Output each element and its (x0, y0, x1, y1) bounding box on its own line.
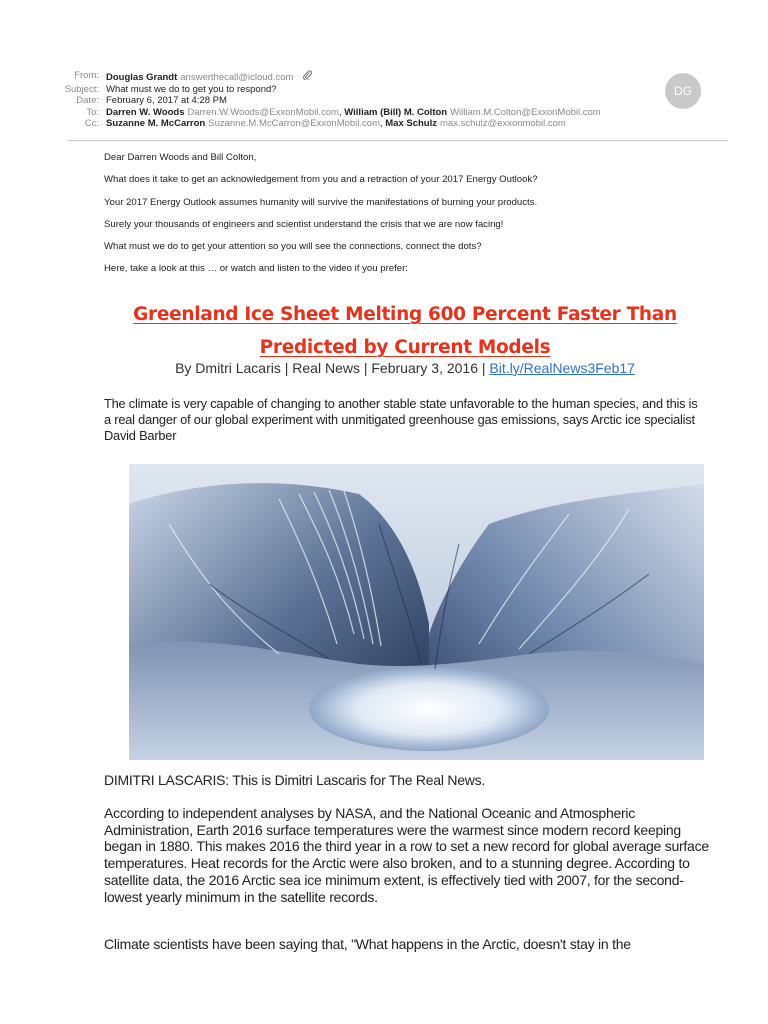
byline-text: By Dmitri Lacaris | Real News | February 3, 2016 | (175, 360, 490, 376)
recipient-separator: , (338, 106, 342, 118)
date-label: Date: (76, 95, 99, 107)
body-paragraph-cut: Climate scientists have been saying that, "What happens in the Arctic, doesn't stay in the (104, 936, 631, 952)
email-header (0, 70, 768, 130)
cc-address[interactable]: Suzanne.M.McCarron@ExxonMobil.com (208, 118, 380, 130)
subject-label: Subject: (64, 83, 99, 95)
email-intro (104, 152, 704, 286)
from-row (0, 70, 768, 84)
intro-paragraph: Here, take a look at this … or watch and listen to the video if you prefer: (104, 263, 408, 275)
glacier-photo (129, 464, 704, 760)
recipient-separator: , (379, 118, 383, 130)
from-label: From: (74, 70, 99, 81)
cc-name[interactable]: Max Schulz (385, 118, 438, 130)
recipient-name[interactable]: William (Bill) M. Colton (344, 106, 448, 118)
date-value: February 6, 2017 at 4:28 PM (106, 95, 227, 107)
cc-row (0, 118, 768, 130)
article-byline (60, 360, 750, 376)
intro-paragraph: Your 2017 Energy Outlook assumes humanity will survive the manifestations of burning your products. (104, 196, 538, 208)
header-divider (68, 140, 728, 141)
sender-name[interactable]: Douglas Grandt (106, 72, 178, 83)
intro-paragraph: Surely your thousands of engineers and scientist understand the crisis that we are now facing! (104, 218, 504, 230)
to-label: To: (86, 106, 99, 118)
to-row (0, 107, 768, 119)
intro-paragraph: What does it take to get an acknowledgement from you and a retraction of your 2017 Energy Outlook? (104, 174, 538, 186)
cc-name[interactable]: Suzanne M. McCarron (106, 118, 206, 130)
intro-paragraph: Dear Darren Woods and Bill Colton, (104, 152, 257, 163)
headline-line: Predicted by Current Models (259, 337, 551, 358)
cc-address[interactable]: max.schulz@exxonmobil.com (440, 118, 566, 130)
subject-value: What must we do to get you to respond? (106, 83, 277, 95)
article-body (104, 772, 714, 922)
article-link[interactable]: Bit.ly/RealNews3Feb17 (489, 360, 635, 376)
headline-line: Greenland Ice Sheet Melting 600 Percent Faster Than (133, 304, 677, 325)
recipient-address[interactable]: William.M.Colton@ExxonMobil.com (450, 106, 601, 118)
date-row (0, 95, 768, 107)
recipient-address[interactable]: Darren.W.Woods@ExxonMobil.com (187, 106, 339, 118)
article-lede: The climate is very capable of changing to another stable state unfavorable to the human species, and this is a real danger of our global experiment with unmitigated greenhouse gas emissions, says Arctic ice specialist David Barber (104, 396, 698, 443)
recipient-name[interactable]: Darren W. Woods (106, 106, 185, 118)
paperclip-icon[interactable] (303, 70, 312, 84)
sender-avatar: DG (665, 73, 701, 109)
body-paragraph: DIMITRI LASCARIS: This is Dimitri Lascaris for The Real News. (104, 772, 485, 788)
cc-label: Cc: (84, 118, 99, 130)
intro-paragraph: What must we do to get your attention so you will see the connections, connect the dots? (104, 241, 482, 253)
article-headline[interactable] (90, 298, 720, 364)
body-paragraph: According to independent analyses by NASA, and the National Oceanic and Atmospheric Administration, Earth 2016 surface temperatures were the warmest since modern record keeping began in 1880. This makes 2016 the third year in a row to set a new record for global average surface temperatures. Heat records for the Arctic were also broken, and to a stunning degree. According to satellite data, the 2016 Arctic sea ice minimum extent, is effectively tied with 2007, for the second-lowest yearly minimum in the satellite records. (104, 804, 709, 905)
subject-row (0, 84, 768, 96)
sender-address[interactable]: answerthecall@icloud.com (180, 72, 294, 83)
